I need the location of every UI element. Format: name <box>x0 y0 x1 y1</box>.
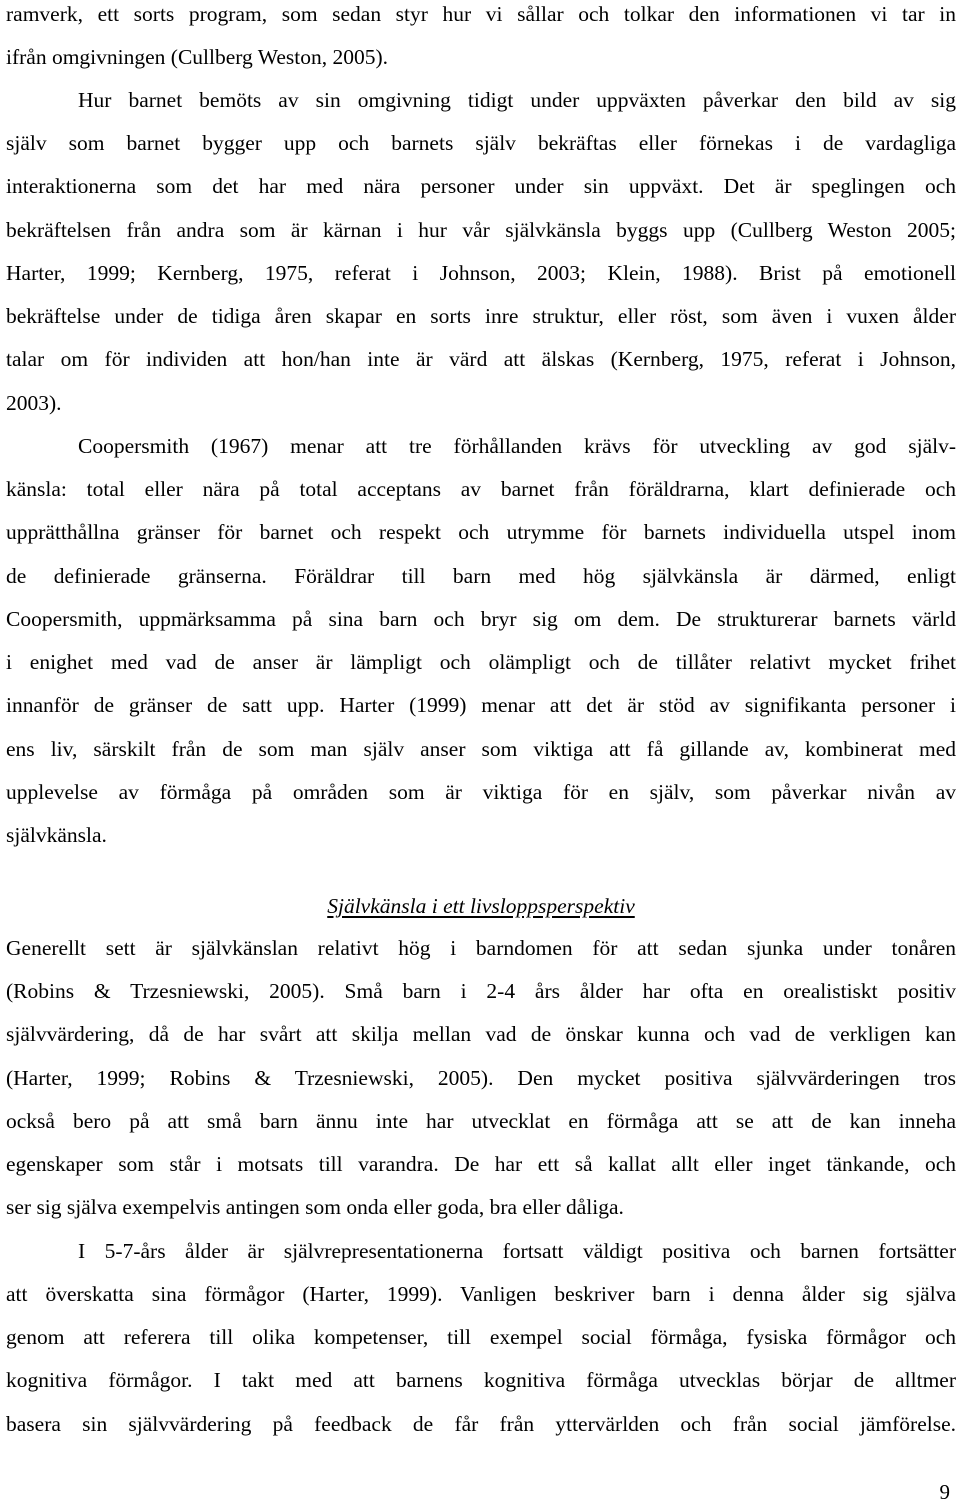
text-line: ifrån omgivningen (Cullberg Weston, 2005). <box>6 45 389 69</box>
text-line: upplevelse av förmåga på områden som är viktiga för en själv, som påverkar nivån av <box>6 780 956 804</box>
page-number: 9 <box>939 1480 950 1504</box>
text-line: (Harter, 1999; Robins & Trzesniewski, 2005). Den mycket positiva självvärderingen tros <box>6 1066 956 1090</box>
text-line: självkänsla. <box>6 823 107 847</box>
text-line: genom att referera till olika kompetenser, till exempel social förmåga, fysiska förmågor och <box>6 1325 956 1349</box>
text-line: bekräftelsen från andra som är kärnan i hur vår självkänsla byggs upp (Cullberg Weston 2005; <box>6 218 956 242</box>
text-line: Harter, 1999; Kernberg, 1975, referat i Johnson, 2003; Klein, 1988). Brist på emotionell <box>6 261 956 285</box>
text-line: ramverk, ett sorts program, som sedan styr hur vi sållar och tolkar den informationen vi tar in <box>6 2 956 26</box>
text-line: egenskaper som står i motsats till varandra. De har ett så kallat allt eller inget tänkande, och <box>6 1152 956 1176</box>
text-line: upprätthållna gränser för barnet och respekt och utrymme för barnets individuella utspel inom <box>6 520 956 544</box>
text-line: bekräftelse under de tidiga åren skapar en sorts inre struktur, eller röst, som även i vuxen ålder <box>6 304 956 328</box>
text-line: Coopersmith (1967) menar att tre förhållanden krävs för utveckling av god själv- <box>78 434 956 458</box>
text-line: i enighet med vad de anser är lämpligt och olämpligt och de tillåter relativt mycket frihet <box>6 650 956 674</box>
text-line: innanför de gränser de satt upp. Harter (1999) menar att det är stöd av signifikanta personer i <box>6 693 956 717</box>
text-line: att överskatta sina förmågor (Harter, 1999). Vanligen beskriver barn i denna ålder sig själva <box>6 1282 956 1306</box>
text-line: de definierade gränserna. Föräldrar till barn med hög självkänsla är därmed, enligt <box>6 564 956 588</box>
text-line: interaktionerna som det har med nära personer under sin uppväxt. Det är speglingen och <box>6 174 956 198</box>
text-line: basera sin självvärdering på feedback de får från yttervärlden och från social jämförelse. <box>6 1412 956 1436</box>
section-heading: Självkänsla i ett livsloppsperspektiv <box>327 894 635 918</box>
text-line: talar om för individen att hon/han inte är värd att älskas (Kernberg, 1975, referat i Johnson, <box>6 347 956 371</box>
text-line: I 5-7-års ålder är självrepresentationerna fortsatt väldigt positiva och barnen fortsätter <box>78 1239 956 1263</box>
text-line: Generellt sett är självkänslan relativt hög i barndomen för att sedan sjunka under tonåren <box>6 936 956 960</box>
text-line: ens liv, särskilt från de som man själv anser som viktiga att få gillande av, kombinerat med <box>6 737 956 761</box>
text-line: själv som barnet bygger upp och barnets själv bekräftas eller förnekas i de vardagliga <box>6 131 956 155</box>
text-line: kognitiva förmågor. I takt med att barnens kognitiva förmåga utvecklas börjar de alltmer <box>6 1368 956 1392</box>
text-line: Hur barnet bemöts av sin omgivning tidigt under uppväxten påverkar den bild av sig <box>78 88 956 112</box>
text-line: också bero på att små barn ännu inte har utvecklat en förmåga att se att de kan inneha <box>6 1109 956 1133</box>
text-line: känsla: total eller nära på total acceptans av barnet från föräldrarna, klart definierade och <box>6 477 956 501</box>
text-line: ser sig själva exempelvis antingen som onda eller goda, bra eller dåliga. <box>6 1195 624 1219</box>
text-line: självvärdering, då de har svårt att skilja mellan vad de önskar kunna och vad de verkligen kan <box>6 1022 956 1046</box>
text-line: (Robins & Trzesniewski, 2005). Små barn i 2-4 års ålder har ofta en orealistiskt positiv <box>6 979 956 1003</box>
text-line: Coopersmith, uppmärksamma på sina barn och bryr sig om dem. De strukturerar barnets värld <box>6 607 956 631</box>
text-line: 2003). <box>6 391 62 415</box>
